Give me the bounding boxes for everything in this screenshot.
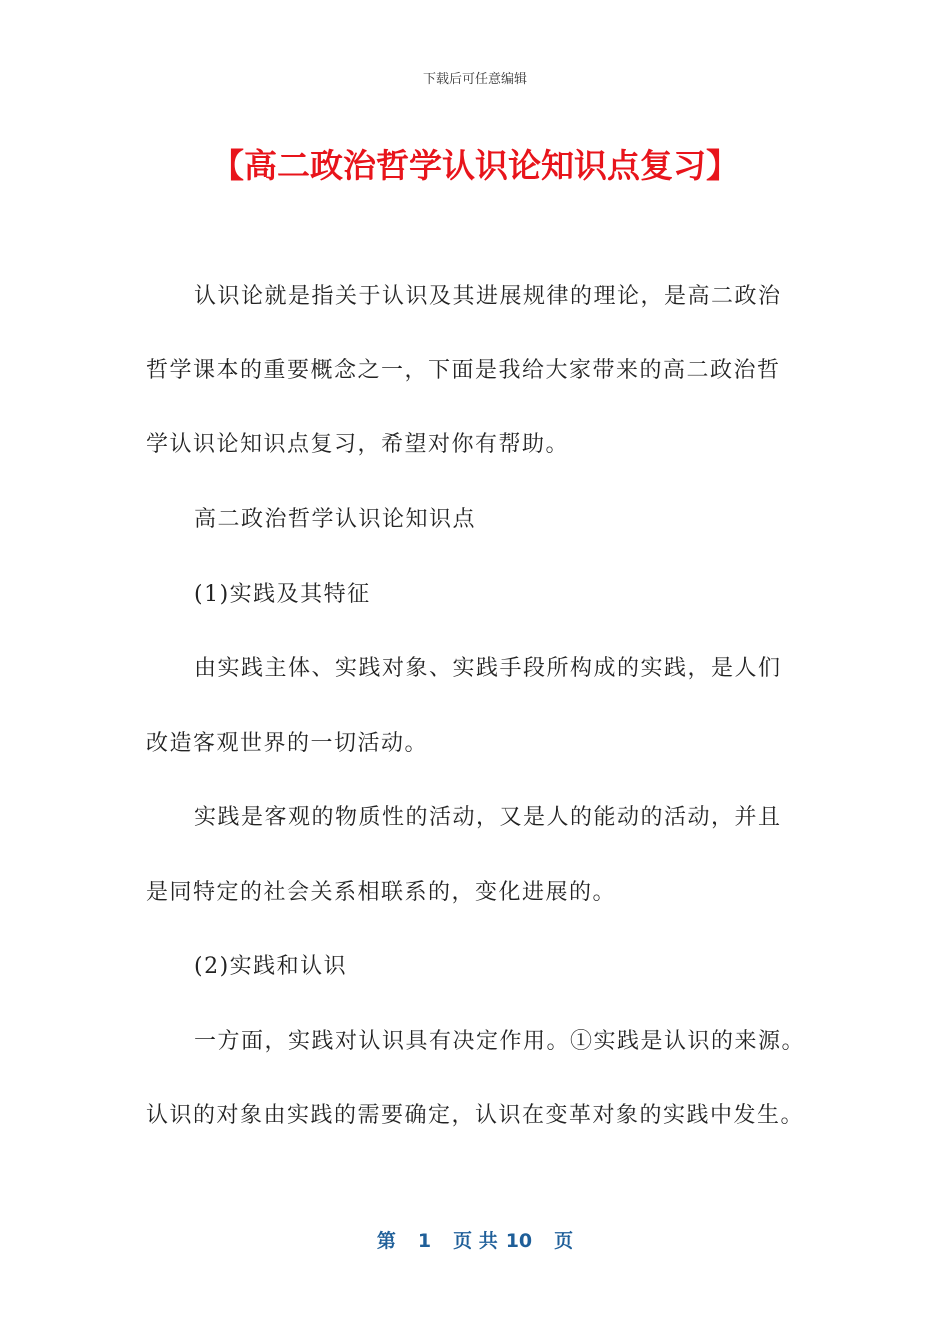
paragraph-line: 是同特定的社会关系相联系的，变化进展的。	[146, 880, 617, 905]
paragraph-line: 一方面，实践对认识具有决定作用。①实践是认识的来源。	[194, 1029, 806, 1054]
paragraph-line: 认识论就是指关于认识及其进展规律的理论，是高二政治	[194, 284, 782, 309]
footer-current-page: 1	[417, 1230, 432, 1252]
footer-total-pages: 10	[505, 1230, 533, 1252]
paragraph-line: 由实践主体、实践对象、实践手段所构成的实践，是人们	[194, 656, 782, 681]
footer-label-page-of: 页 共	[453, 1230, 498, 1252]
subsection-heading: (1)实践及其特征	[194, 582, 371, 607]
page-footer	[0, 1226, 950, 1253]
paragraph-line: 哲学课本的重要概念之一，下面是我给大家带来的高二政治哲	[146, 358, 781, 383]
paragraph-line: 认识的对象由实践的需要确定，认识在变革对象的实践中发生。	[146, 1103, 805, 1128]
section-heading: 高二政治哲学认识论知识点	[194, 507, 477, 532]
footer-label-page: 第	[376, 1230, 396, 1252]
footer-label-pages: 页	[554, 1230, 574, 1252]
subsection-heading: (2)实践和认识	[194, 954, 348, 979]
header-note: 下载后可任意编辑	[422, 72, 527, 87]
document-title: 【高二政治哲学认识论知识点复习】	[211, 146, 739, 185]
paragraph-line: 学认识论知识点复习，希望对你有帮助。	[146, 432, 570, 457]
paragraph-line: 改造客观世界的一切活动。	[146, 731, 429, 756]
paragraph-line: 实践是客观的物质性的活动，又是人的能动的活动，并且	[194, 805, 782, 830]
